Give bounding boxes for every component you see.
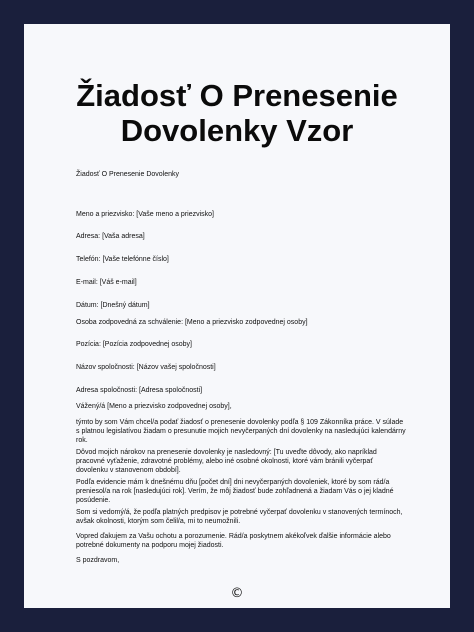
paragraph-5: Vopred ďakujem za Vašu ochotu a porozumenie. Rád/a poskytnem akékoľvek ďalšie informácie alebo potrebné dokumenty na podporu mojej žiadosti. <box>76 533 391 550</box>
paragraph-1: týmto by som Vám chcel/a podať žiadosť o prenesenie dovolenky podľa § 109 Zákonníka práce. V súlade s platnou legislatívou žiadam o presunutie mojich nevyčerpaných dní dovolenky na nasledujúci kalendárny rok. <box>76 419 406 445</box>
paragraph-3: Podľa evidencie mám k dnešnému dňu [počet dní] dni nevyčerpaných dovoleniek, ktoré by som rád/a preniesol/a na rok [nasledujúci rok]. Verím, že môj žiadosť bude zohľadnená a žiadam Vás o jej kladné posúdenie. <box>76 479 394 505</box>
company-address-field: Adresa spoločnosti: [Adresa spoločnosti] <box>76 387 203 394</box>
phone-field: Telefón: [Vaše telefónne číslo] <box>76 256 169 263</box>
approver-field: Osoba zodpovedná za schválenie: [Meno a priezvisko zodpovednej osoby] <box>76 319 308 326</box>
title-line-1: Žiadosť O Prenesenie <box>76 78 398 113</box>
email-field: E-mail: [Váš e-mail] <box>76 279 137 286</box>
address-field: Adresa: [Vaša adresa] <box>76 233 145 240</box>
document-page <box>24 24 450 608</box>
title-line-2: Dovolenky Vzor <box>120 113 354 148</box>
paragraph-4: Som si vedomý/á, že podľa platných predpisov je potrebné vyčerpať dovolenku v stanovených termínoch, avšak okolnosti, ktorým som čelil/a, mi to neumožnili. <box>76 509 403 526</box>
closing: S pozdravom, <box>76 557 120 564</box>
name-field: Meno a priezvisko: [Vaše meno a priezvisko] <box>76 211 214 218</box>
copyright-icon: © <box>230 586 244 601</box>
position-field: Pozícia: [Pozícia zodpovednej osoby] <box>76 341 192 348</box>
salutation: Vážený/á [Meno a priezvisko zodpovednej osoby], <box>76 403 232 410</box>
company-name-field: Názov spoločnosti: [Názov vašej spoločnosti] <box>76 364 216 371</box>
document-heading: Žiadosť O Prenesenie Dovolenky <box>76 171 180 178</box>
date-field: Dátum: [Dnešný dátum] <box>76 302 150 309</box>
paragraph-2: Dôvod mojich nárokov na prenesenie dovolenky je nasledovný: [Tu uveďte dôvody, ako napríklad pracovné vyťaženie, zdravotné problémy, alebo iné osobné okolnosti, ktoré vám bránili vyčerpať dovolenku v stanovenom období]. <box>76 449 377 475</box>
page-title <box>24 78 450 148</box>
